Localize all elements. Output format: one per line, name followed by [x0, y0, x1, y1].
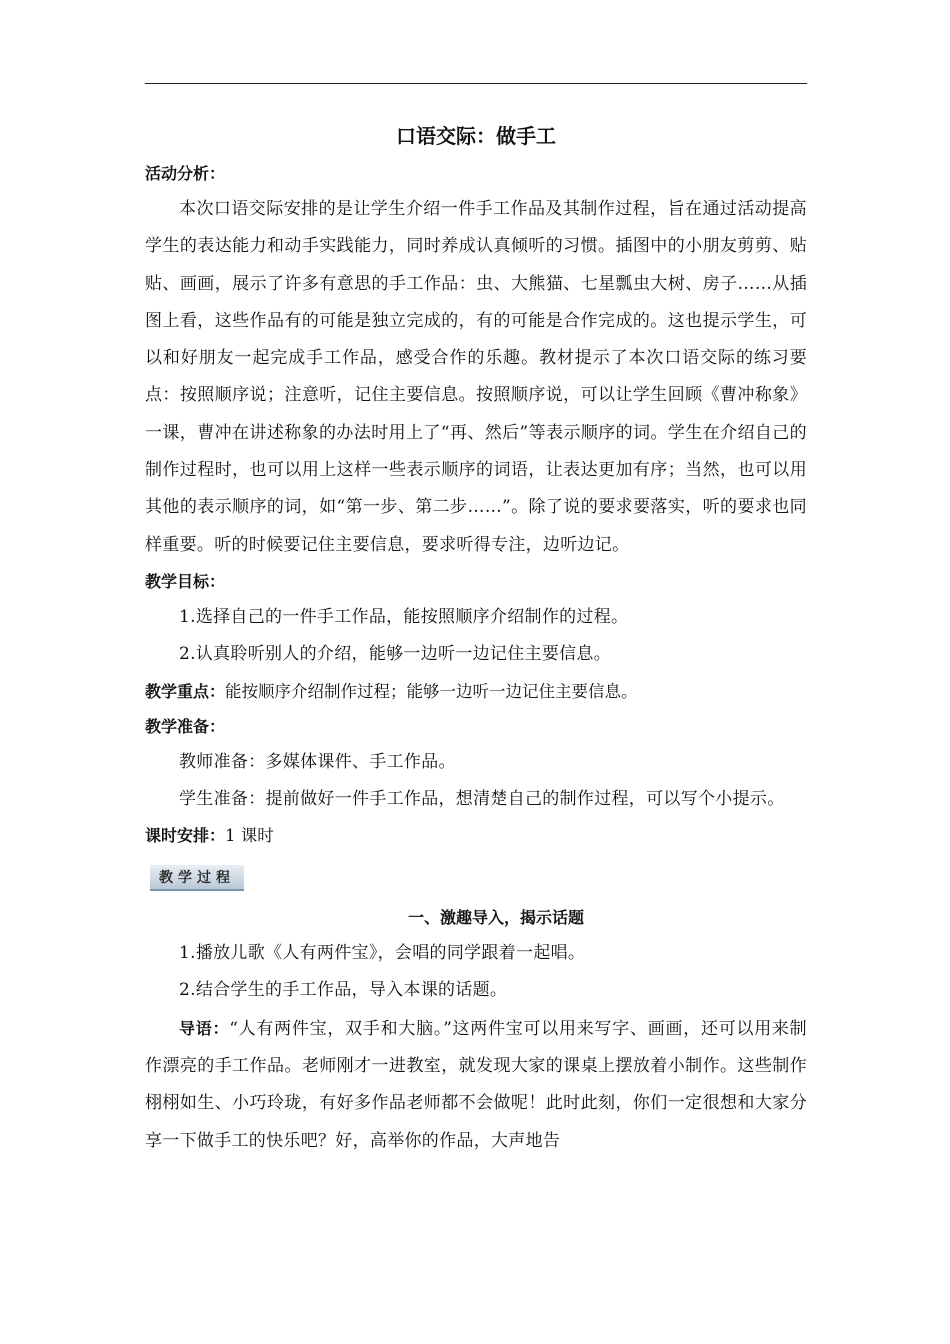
section-title: 一、激趣导入，揭示话题: [407, 908, 584, 928]
header-rule: [145, 83, 807, 84]
goals-heading: 教学目标：: [145, 571, 226, 591]
step-item: 2.结合学生的手工作品，导入本课的话题。: [179, 980, 508, 1001]
document-body: [145, 110, 807, 1160]
teacher-prep: 教师准备：多媒体课件、手工作品。: [179, 751, 456, 772]
key-label: 教学重点：: [145, 681, 226, 701]
goal-item: 2.认真聆听别人的介绍，能够一边听一边记住主要信息。: [179, 644, 612, 665]
prep-heading: 教学准备：: [145, 716, 226, 736]
process-badge: 教学过程: [150, 865, 244, 891]
schedule-text: 1 课时: [225, 826, 274, 846]
schedule-label: 课时安排：: [145, 826, 226, 846]
key-text: 能按顺序介绍制作过程；能够一边听一边记住主要信息。: [225, 681, 638, 701]
step-item: 1.播放儿歌《人有两件宝》，会唱的同学跟着一起唱。: [179, 943, 586, 964]
student-prep: 学生准备：提前做好一件手工作品，想清楚自己的制作过程，可以写个小提示。: [179, 788, 785, 809]
intro-paragraph: [145, 1010, 807, 1160]
activity-paragraph: 本次口语交际安排的是让学生介绍一件手工作品及其制作过程，旨在通过活动提高学生的表达能力和动手实践能力，同时养成认真倾听的习惯。插图中的小朋友剪剪、贴贴、画画，展示了许多有意思的手工作品：虫、大熊猫、七星瓢虫大树、房子……从插图上看，这些作品有的可能是独立完成的，有的可能是合作完成的。这也提示学生，可以和好朋友一起完成手工作品，感受合作的乐趣。教材提示了本次口语交际的练习要点：按照顺序说；注意听，记住主要信息。按照顺序说，可以让学生回顾《曹冲称象》一课，曹冲在讲述称象的办法时用上了“再、然后”等表示顺序的词。学生在介绍自己的制作过程时，也可以用上这样一些表示顺序的词语，让表达更加有序；当然，也可以用其他的表示顺序的词，如“第一步、第二步……”。除了说的要求要落实，听的要求也同样重要。听的时候要记住主要信息，要求听得专注，边听边记。: [145, 199, 807, 555]
schedule: [145, 818, 807, 853]
activity-heading: 活动分析：: [145, 164, 226, 183]
page-title: 口语交际：做手工: [396, 124, 556, 148]
intro-label: 导语：: [179, 1018, 230, 1038]
intro-text: “人有两件宝，双手和大脑。”这两件宝可以用来写字、画画，还可以用来制作漂亮的手工作品。老师刚才一进教室，就发现大家的课桌上摆放着小制作。这些制作栩栩如生、小巧玲珑，有好多作品老师都不会做呢！此时此刻，你们一定很想和大家分享一下做手工的快乐吧？好，高举你的作品，大声地告: [145, 1018, 807, 1151]
key-points: [145, 674, 807, 709]
goal-item: 1.选择自己的一件手工作品，能按照顺序介绍制作的过程。: [179, 606, 629, 627]
